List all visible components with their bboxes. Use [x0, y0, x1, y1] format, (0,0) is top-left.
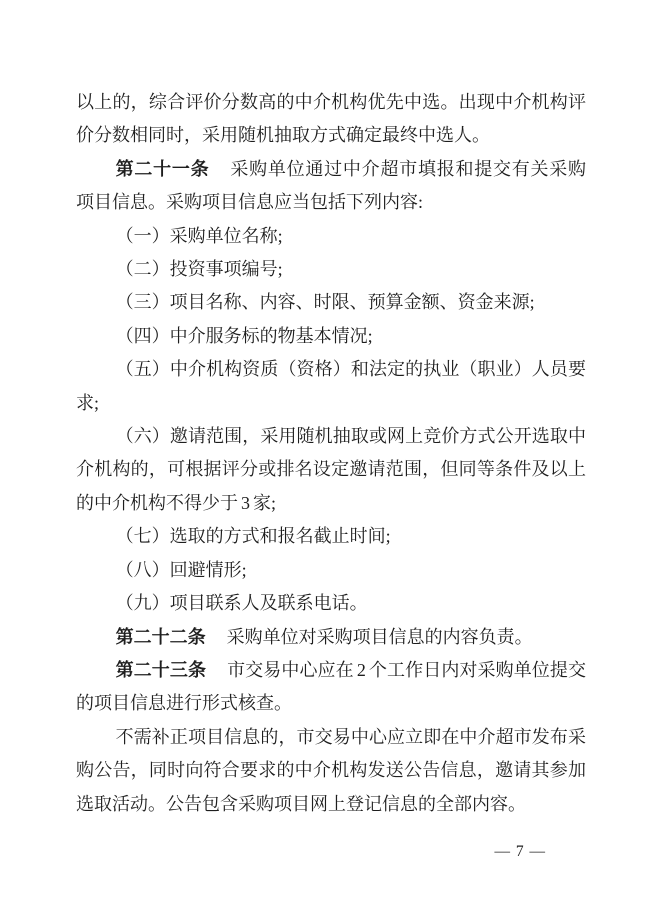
paragraph	[76, 286, 586, 319]
paragraph	[76, 320, 586, 353]
paragraph	[76, 420, 586, 520]
paragraph-text: （一）采购单位名称;	[115, 225, 283, 246]
paragraph	[76, 520, 586, 553]
paragraph	[76, 587, 586, 620]
page-number: — 7 —	[494, 843, 546, 860]
paragraph-text: （八）回避情形;	[115, 559, 247, 580]
paragraph	[76, 353, 586, 420]
paragraph	[76, 621, 586, 654]
paragraph-text: 不需补正项目信息的，市交易中心应立即在中介超市发布采购公告，同时向符合要求的中介机构发送公告信息，邀请其参加选取活动。公告包含采购项目网上登记信息的全部内容。	[76, 726, 586, 814]
paragraph-text: （九）项目联系人及联系电话。	[115, 593, 368, 614]
paragraph-text: （六）邀请范围，采用随机抽取或网上竞价方式公开选取中介机构的，可根据评分或排名设定邀请范围，但同等条件及以上的中介机构不得少于 3 家;	[76, 426, 586, 513]
paragraph	[76, 153, 586, 220]
paragraph-text: （五）中介机构资质（资格）和法定的执业（职业）人员要求;	[76, 359, 586, 413]
paragraph-text: （三）项目名称、内容、时限、预算金额、资金来源;	[115, 292, 535, 313]
paragraph-text: 采购单位通过中介超市填报和提交有关采购项目信息。采购项目信息应当包括下列内容:	[76, 158, 587, 213]
article-number-heading: 第二十二条	[115, 626, 206, 647]
paragraph-text: （四）中介服务标的物基本情况;	[115, 325, 373, 346]
paragraph	[76, 554, 586, 587]
article-number-heading: 第二十三条	[115, 659, 207, 680]
paragraph-text: （七）选取的方式和报名截止时间;	[115, 526, 391, 547]
paragraph-text: （二）投资事项编号;	[115, 259, 283, 280]
document-body	[76, 86, 586, 821]
paragraph-text: 以上的，综合评价分数高的中介机构优先中选。出现中介机构评价分数相同时，采用随机抽取方式确定最终中选人。	[76, 92, 586, 146]
paragraph	[76, 721, 586, 821]
paragraph	[76, 86, 586, 153]
paragraph	[76, 654, 586, 721]
paragraph-text: 市交易中心应在 2 个工作日内对采购单位提交的项目信息进行形式核查。	[76, 659, 587, 714]
paragraph-text: 采购单位对采购项目信息的内容负责。	[226, 626, 533, 647]
paragraph	[76, 220, 586, 253]
article-number-heading: 第二十一条	[115, 158, 210, 179]
paragraph	[76, 253, 586, 286]
